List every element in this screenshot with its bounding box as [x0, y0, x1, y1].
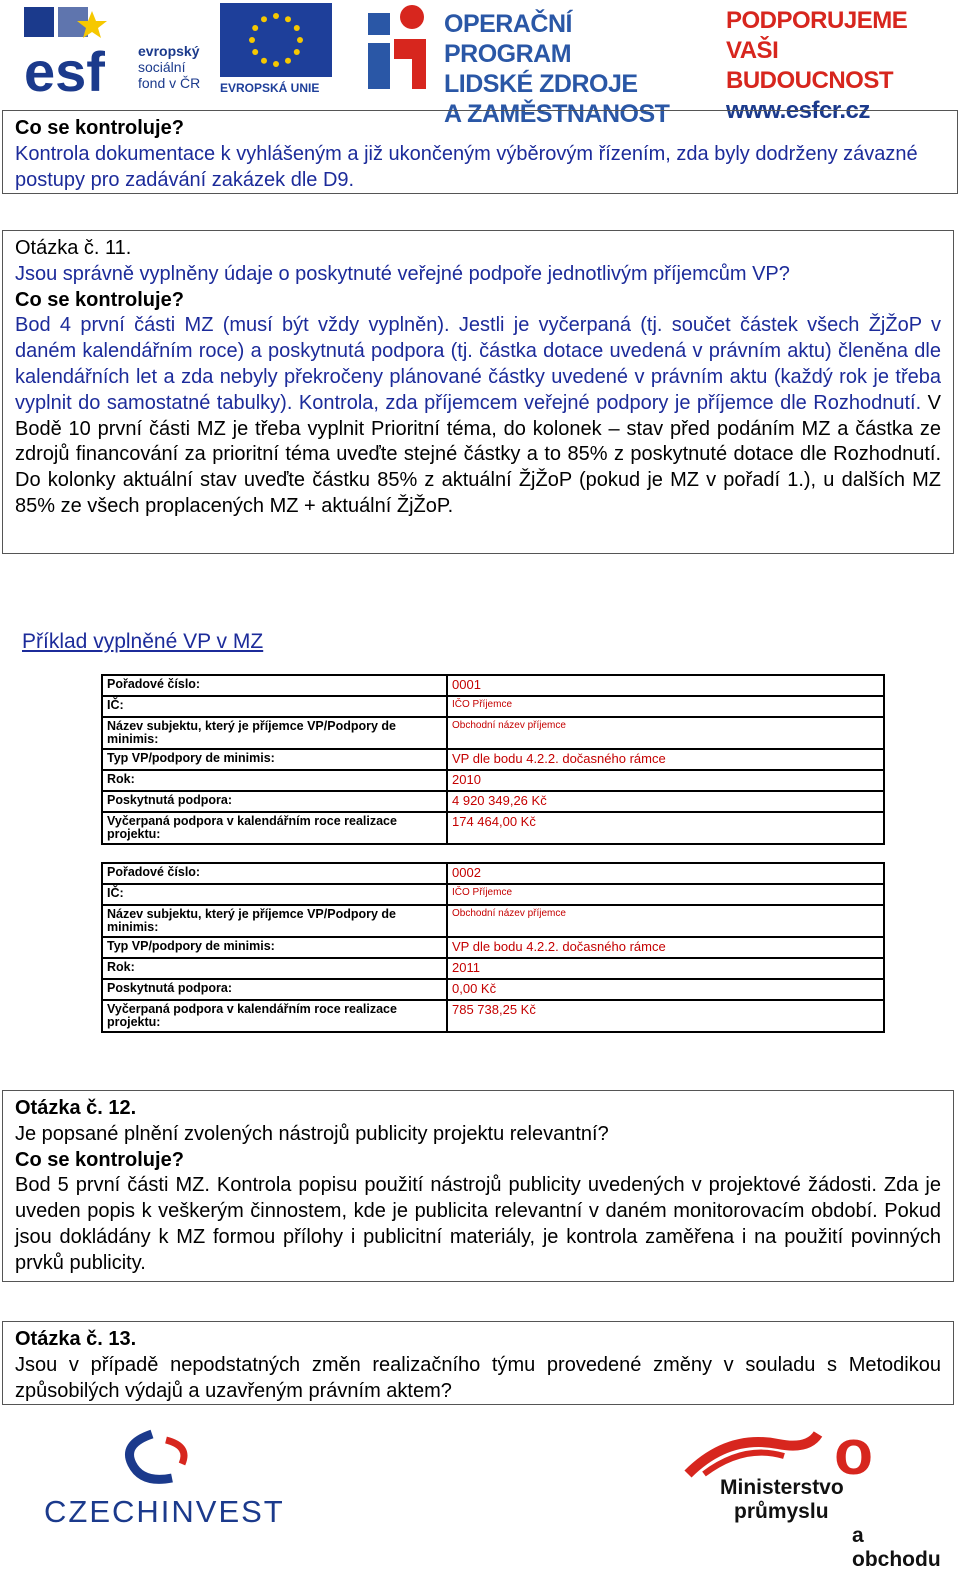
op-line-3: A ZAMĚSTNANOST	[444, 100, 670, 128]
form1-row-order	[103, 676, 883, 695]
form-label: IČ:	[103, 697, 448, 716]
question-12-number: Otázka č. 12.	[15, 1097, 137, 1119]
form2-row-ic	[103, 885, 883, 904]
mpo-line-3: a obchodu	[852, 1524, 941, 1571]
question-12-title: Co se kontroluje?	[15, 1148, 184, 1171]
question-12-body: Bod 5 první části MZ. Kontrola popisu použití nástrojů publicity uvedených v projektové žádosti. Zda je uveden popis k veškerým činnostem, kde je publicita relevantní v daném monitorovacím období. Pokud jsou dokládány k MZ formou přílohy i publicitní materiály, je kontrola zaměřena i na použití povinných prvků publicity.	[15, 1174, 941, 1274]
eu-star	[249, 37, 255, 43]
eu-star	[252, 25, 258, 31]
form-value: IČO Příjemce	[452, 699, 513, 710]
form2-row-name	[103, 906, 883, 936]
question-11-text: Jsou správně vyplněny údaje o poskytnuté veřejné podpoře jednotlivým příjemcům VP?	[15, 262, 790, 285]
form-value: 785 738,25 Kč	[452, 1002, 536, 1017]
form-value: 0001	[452, 677, 481, 692]
eu-star	[273, 61, 279, 67]
op-figure-icon	[368, 3, 436, 97]
example-heading: Příklad vyplněné VP v MZ	[22, 630, 264, 653]
form-label: Rok:	[103, 959, 448, 978]
form-value: IČO Příjemce	[452, 887, 513, 898]
eu-star	[297, 37, 303, 43]
form2-row-drawn	[103, 1001, 883, 1031]
esf-caption	[138, 43, 200, 91]
question-11-body-black: V Bodě 10 první části MZ je třeba vyplnit Prioritní téma, do kolonek – stav před podáním MZ a částka ze zdrojů financování za prioritní téma uveďte stejné částky a to 85% z poskytnuté dotace dle Rozhodnutí. Do kolonky aktuální stav uveďte částku 85% z aktuální ŽjŽoP (pokud je MZ v pořadí 1.), u dalších MZ 85% ze všech proplacených MZ + aktuální ŽjŽoP.	[15, 391, 941, 517]
form-label: Pořadové číslo:	[103, 676, 448, 695]
form-value: 2011	[452, 960, 480, 975]
mpo-line-2: průmyslu	[734, 1500, 829, 1523]
eu-label: EVROPSKÁ UNIE	[220, 81, 320, 95]
form2-row-type	[103, 938, 883, 957]
form-value: VP dle bodu 4.2.2. dočasného rámce	[452, 939, 666, 954]
form2-row-order	[103, 864, 883, 883]
form1-row-ic	[103, 697, 883, 716]
form-label: Název subjektu, který je příjemce VP/Podpory de minimis:	[103, 906, 448, 936]
czechinvest-emblem-icon	[44, 1430, 294, 1494]
eu-star	[294, 49, 300, 55]
form-label: Poskytnutá podpora:	[103, 792, 448, 811]
eu-star	[294, 25, 300, 31]
svg-text:o: o	[834, 1416, 874, 1488]
eu-star	[285, 16, 291, 22]
question-13-box	[2, 1321, 954, 1405]
form-label: Typ VP/podpory de minimis:	[103, 938, 448, 957]
form-value: 2010	[452, 772, 481, 787]
eu-star	[252, 49, 258, 55]
esf-word: esf	[24, 40, 105, 103]
form-label: Vyčerpaná podpora v kalendářním roce realizace projektu:	[103, 813, 448, 843]
control-box-d9	[2, 110, 958, 194]
question-12-text: Je popsané plnění zvolených nástrojů publicity projektu relevantní?	[15, 1122, 609, 1145]
esf-logo-icon	[22, 3, 132, 103]
mpo-line-1: Ministerstvo	[720, 1476, 844, 1499]
question-13-text: Jsou v případě nepodstatných změn realizačního týmu provedené změny v souladu s Metodikou způsobilých výdajů a uzavřeným právním aktem?	[15, 1353, 941, 1402]
question-12-box	[2, 1090, 954, 1282]
question-11-body	[15, 313, 941, 519]
form-value: 0002	[452, 865, 481, 880]
form-value: VP dle bodu 4.2.2. dočasného rámce	[452, 751, 666, 766]
eu-star	[261, 58, 267, 64]
op-line-2: LIDSKÉ ZDROJE	[444, 70, 638, 98]
mpo-logo	[684, 1416, 950, 1571]
esf-logo	[22, 3, 212, 103]
eu-flag-icon	[220, 3, 332, 77]
question-11-number: Otázka č. 11.	[15, 237, 132, 259]
pod-line-2: VAŠI BUDOUCNOST	[726, 37, 893, 94]
eu-star	[273, 13, 279, 19]
form1-row-type	[103, 750, 883, 769]
form2-row-support	[103, 980, 883, 999]
form-label: Rok:	[103, 771, 448, 790]
eu-logo	[220, 3, 332, 95]
form2-row-year	[103, 959, 883, 978]
example-form-2	[101, 862, 885, 1033]
box1-text: Kontrola dokumentace k vyhlášeným a již ukončeným výběrovým řízením, zda byly dodrženy závazné postupy pro zadávání zakázek dle D9.	[15, 142, 918, 191]
form-value: 174 464,00 Kč	[452, 814, 536, 829]
pod-line-1: PODPORUJEME	[726, 7, 908, 34]
form-label: Pořadové číslo:	[103, 864, 448, 883]
eu-star	[261, 16, 267, 22]
form1-row-support	[103, 792, 883, 811]
czechinvest-logo	[44, 1430, 294, 1529]
esf-url: www.esfcr.cz	[726, 97, 870, 124]
op-line-1: OPERAČNÍ PROGRAM	[444, 10, 572, 68]
question-11-title: Co se kontroluje?	[15, 288, 184, 311]
example-form-1	[101, 674, 885, 845]
form-value: 4 920 349,26 Kč	[452, 793, 547, 808]
mpo-text	[720, 1476, 950, 1572]
op-logo	[368, 3, 698, 128]
question-13-number: Otázka č. 13.	[15, 1328, 137, 1350]
question-11-body-blue: Bod 4 první části MZ (musí být vždy vyplněn). Jestli je vyčerpaná (tj. součet částek všech ŽjŽoP v daném kalendářním roce) a poskytnutá podpora (tj. částka dotace uvedená v právním aktu) členěna dle kalendářních let a zda nebyly překročeny plánované částky uvedené v právním aktu (každý rok je třeba vyplnit do samostatné tabulky). Kontrola, zda příjemcem veřejné podpory je příjemce dle Rozhodnutí.	[15, 314, 941, 414]
box1-title: Co se kontroluje?	[15, 117, 184, 139]
question-11-box	[2, 230, 954, 554]
podporujeme-logo	[726, 6, 951, 124]
form-value: 0,00 Kč	[452, 981, 497, 996]
eu-star	[285, 58, 291, 64]
form-label: Název subjektu, který je příjemce VP/Podpory de minimis:	[103, 718, 448, 748]
czechinvest-text: CZECHINVEST	[44, 1494, 285, 1529]
esf-line-3: fond v ČR	[138, 75, 201, 91]
esf-line-2: sociální	[138, 59, 186, 75]
form1-row-name	[103, 718, 883, 748]
form1-row-year	[103, 771, 883, 790]
form-value: Obchodní název příjemce	[452, 908, 566, 919]
form-label: IČ:	[103, 885, 448, 904]
form-value: Obchodní název příjemce	[452, 720, 566, 731]
form1-row-drawn	[103, 813, 883, 843]
form-label: Poskytnutá podpora:	[103, 980, 448, 999]
esf-line-1: evropský	[138, 43, 200, 59]
form-label: Typ VP/podpory de minimis:	[103, 750, 448, 769]
form-label: Vyčerpaná podpora v kalendářním roce realizace projektu:	[103, 1001, 448, 1031]
